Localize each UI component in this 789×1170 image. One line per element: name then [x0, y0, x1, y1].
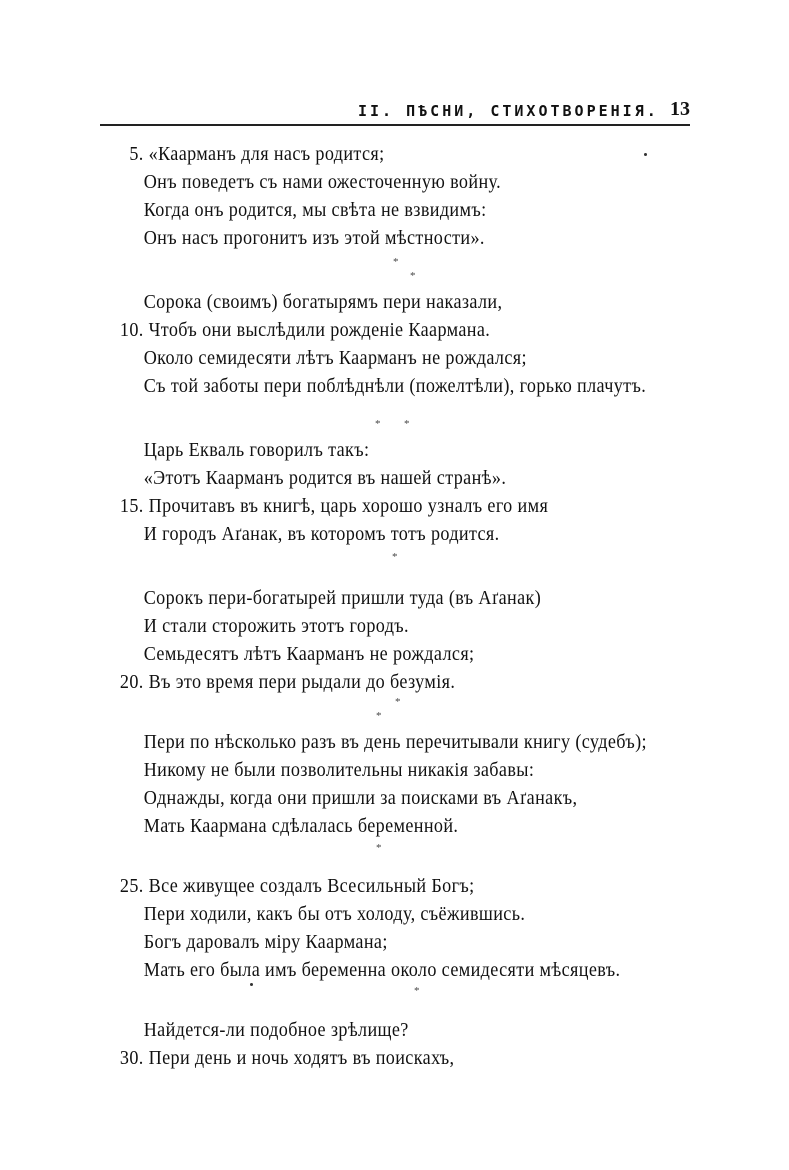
verse-line — [100, 732, 647, 758]
verse-line — [100, 1020, 409, 1046]
verse-line — [100, 588, 541, 614]
verse-line — [100, 644, 474, 670]
verse-text: Онъ насъ прогонитъ изъ этой мѣстности». — [143, 228, 485, 249]
running-head — [100, 98, 690, 126]
verse-text: Когда онъ родится, мы свѣта не взвидимъ: — [143, 200, 487, 221]
asterism-mark: * — [393, 256, 399, 268]
verse-line — [100, 440, 369, 466]
verse-text: Богъ даровалъ міру Каармана; — [143, 932, 388, 953]
verse-line — [100, 172, 501, 198]
asterism-mark: * — [404, 418, 410, 430]
verse-line — [100, 760, 534, 786]
verse-text: И городъ Аґанак, въ которомъ тотъ родится. — [143, 524, 500, 545]
verse-line — [100, 932, 388, 958]
verse-text: Найдется-ли подобное зрѣлище? — [143, 1020, 409, 1041]
verse-text: Въ это время пери рыдали до безумія. — [148, 672, 456, 693]
verse-text: «Этотъ Каарманъ родится въ нашей странѣ». — [143, 468, 507, 489]
verse-line — [100, 468, 506, 494]
ink-speck — [250, 983, 253, 986]
verse-text: Сорока (своимъ) богатырямъ пери наказали, — [143, 292, 503, 313]
verse-line — [100, 1048, 454, 1074]
verse-text: «Каарманъ для насъ родится; — [148, 144, 385, 165]
verse-text: Сорокъ пери-богатырей пришли туда (въ Аґанак) — [143, 588, 542, 609]
header-rule — [100, 124, 690, 126]
verse-line — [100, 376, 646, 402]
verse-text: Мать Каармана сдѣлалась беременной. — [143, 816, 459, 837]
verse-text: Мать его была имъ беременна около семидесяти мѣсяцевъ. — [143, 960, 621, 981]
verse-text: Пери по нѣсколько разъ въ день перечитывали книгу (судебъ); — [143, 732, 647, 753]
verse-line — [100, 496, 548, 522]
line-number: 20. — [119, 672, 144, 693]
verse-line — [100, 788, 577, 814]
line-number: 10. — [119, 320, 144, 341]
verse-line — [100, 524, 500, 550]
asterism-mark: * — [375, 418, 381, 430]
verse-line — [100, 200, 487, 226]
verse-text: Пери день и ночь ходятъ въ поискахъ, — [148, 1048, 455, 1069]
verse-text: Онъ поведетъ съ нами ожесточенную войну. — [143, 172, 502, 193]
verse-line — [100, 320, 490, 346]
verse-line — [100, 672, 455, 698]
asterism-mark: * — [410, 270, 416, 282]
asterism-mark: * — [376, 842, 382, 854]
verse-text: Однажды, когда они пришли за поисками въ Аґанакъ, — [143, 788, 578, 809]
verse-line — [100, 292, 502, 318]
line-number: 25. — [119, 876, 144, 897]
verse-text: Около семидесяти лѣтъ Каарманъ не рождался; — [143, 348, 527, 369]
page-number: 13 — [670, 98, 690, 120]
running-title: II. ПѢСНИ, СТИХОТВОРЕНІЯ. — [358, 102, 659, 120]
line-number: 5. — [129, 144, 144, 165]
verse-line — [100, 904, 525, 930]
verse-line — [100, 144, 384, 170]
verse-text: Никому не были позволительны никакія забавы: — [143, 760, 535, 781]
verse-line — [100, 876, 475, 902]
asterism-mark: * — [414, 985, 420, 997]
verse-text: Чтобъ они выслѣдили рожденіе Каармана. — [148, 320, 491, 341]
verse-text: И стали сторожить этотъ городъ. — [143, 616, 409, 637]
verse-line — [100, 348, 527, 374]
verse-text: Царь Екваль говорилъ такъ: — [143, 440, 370, 461]
asterism-mark: * — [395, 696, 401, 708]
asterism-mark: * — [392, 551, 398, 563]
line-number: 30. — [119, 1048, 144, 1069]
verse-line — [100, 960, 620, 986]
line-number: 15. — [119, 496, 144, 517]
asterism-mark: * — [376, 710, 382, 722]
verse-line — [100, 228, 485, 254]
verse-text: Семьдесятъ лѣтъ Каарманъ не рождался; — [143, 644, 475, 665]
verse-line — [100, 616, 409, 642]
verse-text: Все живущее создалъ Всесильный Богъ; — [148, 876, 475, 897]
verse-line — [100, 816, 458, 842]
verse-text: Съ той заботы пери поблѣднѣли (пожелтѣли), горько плачутъ. — [143, 376, 647, 397]
verse-text: Прочитавъ въ книгѣ, царь хорошо узналъ его имя — [148, 496, 549, 517]
ink-speck — [644, 153, 647, 156]
verse-text: Пери ходили, какъ бы отъ холоду, съёжившись. — [143, 904, 526, 925]
